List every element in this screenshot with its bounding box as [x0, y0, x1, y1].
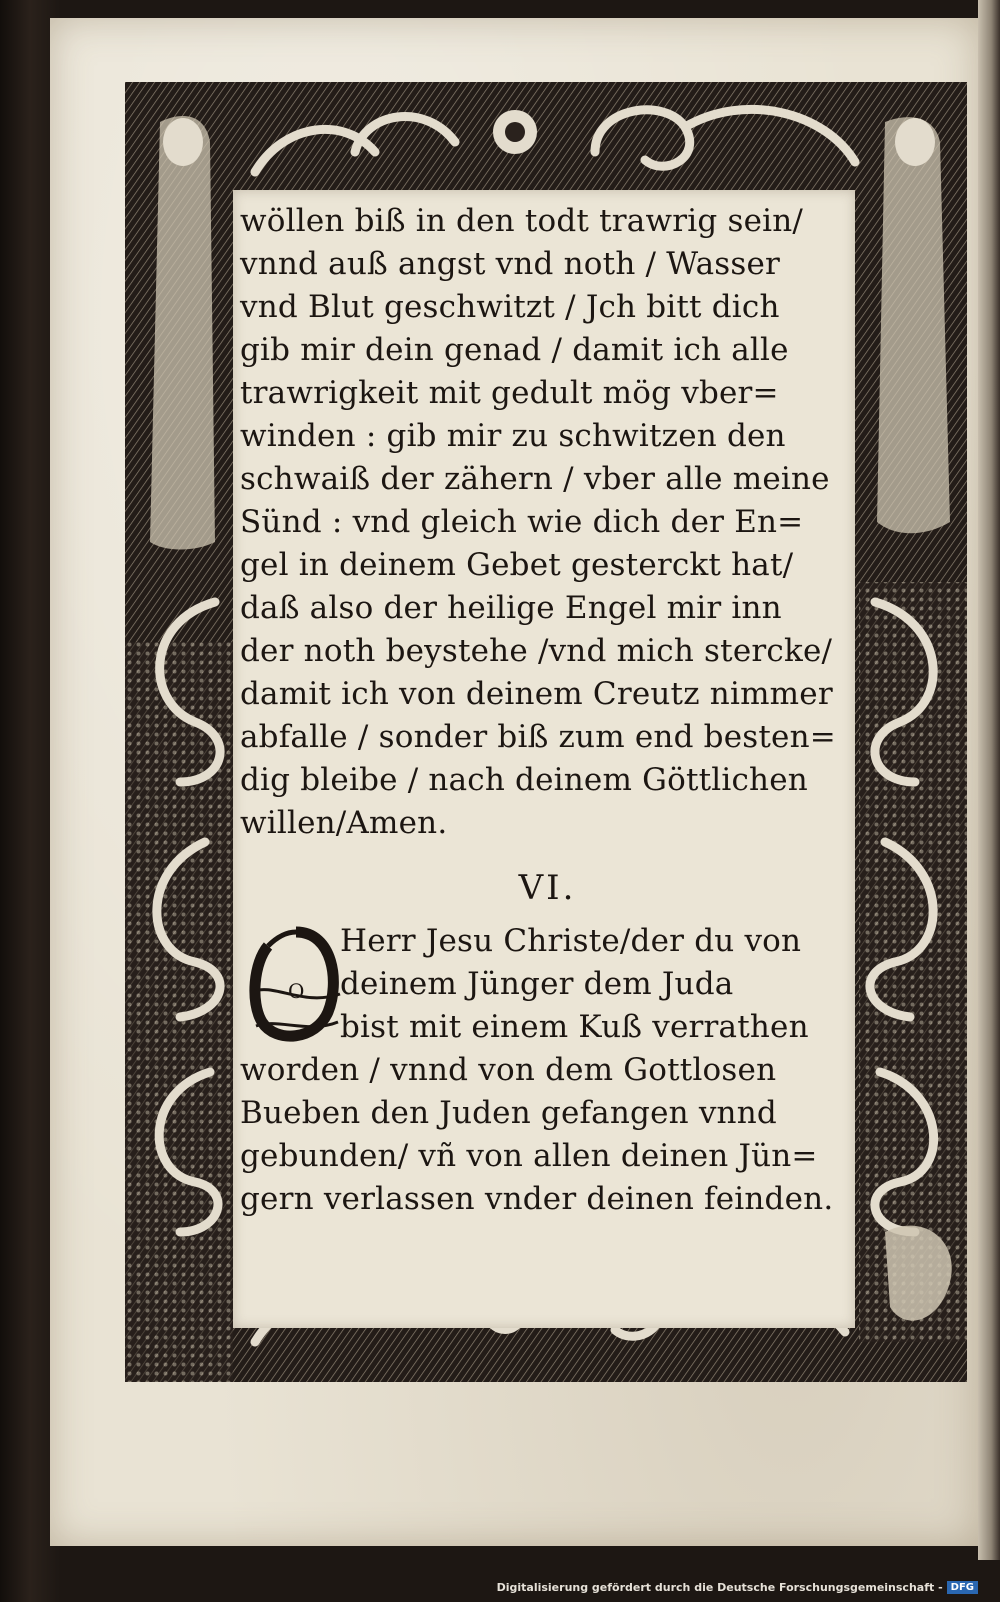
prayer-line: worden / vnnd von dem Gottlosen: [240, 1052, 777, 1088]
prayer-line: Herr Jesu Christe/der du von: [340, 923, 802, 959]
prayer-line: bist mit einem Kuß verrathen: [340, 1009, 809, 1045]
prayer-line: gebunden/ vñ von allen deinen Jün=: [240, 1138, 818, 1174]
body-line: gel in deinem Gebet gesterckt hat/: [240, 547, 794, 583]
body-line: abfalle / sonder biß zum end besten=: [240, 719, 836, 755]
body-line: daß also der heilige Engel mir inn: [240, 590, 782, 626]
section-heading: VI.: [518, 868, 577, 908]
body-line: vnd Blut geschwitzt / Jch bitt dich: [240, 289, 780, 325]
body-line: vnnd auß angst vnd noth / Wasser: [240, 246, 781, 282]
credit-text: Digitalisierung gefördert durch die Deutsche Forschungsgemeinschaft -: [496, 1581, 943, 1594]
decorated-initial: [248, 922, 344, 1046]
body-line: wöllen biß in den todt trawrig sein/: [240, 203, 804, 239]
prayer-line: gern verlassen vnder deinen feinden.: [240, 1181, 834, 1217]
body-line: schwaiß der zähern / vber alle meine: [240, 461, 830, 497]
page-edge: [978, 0, 1000, 1560]
prayer-continuation: [240, 200, 855, 845]
body-line: dig bleibe / nach deinem Göttlichen: [240, 762, 808, 798]
dfg-logo: DFG: [947, 1581, 978, 1594]
body-line: winden : gib mir zu schwitzen den: [240, 418, 786, 454]
body-line: gib mir dein genad / damit ich alle: [240, 332, 789, 368]
body-line: damit ich von deinem Creutz nimmer: [240, 676, 833, 712]
body-line: der noth beystehe /vnd mich stercke/: [240, 633, 833, 669]
prayer-six: [240, 920, 855, 1221]
digitization-credit: [497, 1581, 978, 1594]
prayer-line: deinem Jünger dem Juda: [340, 966, 734, 1002]
svg-text:O: O: [288, 979, 305, 1003]
body-line: Sünd : vnd gleich wie dich der En=: [240, 504, 804, 540]
body-line: trawrigkeit mit gedult mög vber=: [240, 375, 779, 411]
body-line: willen/Amen.: [240, 805, 448, 841]
prayer-line: Bueben den Juden gefangen vnnd: [240, 1095, 777, 1131]
